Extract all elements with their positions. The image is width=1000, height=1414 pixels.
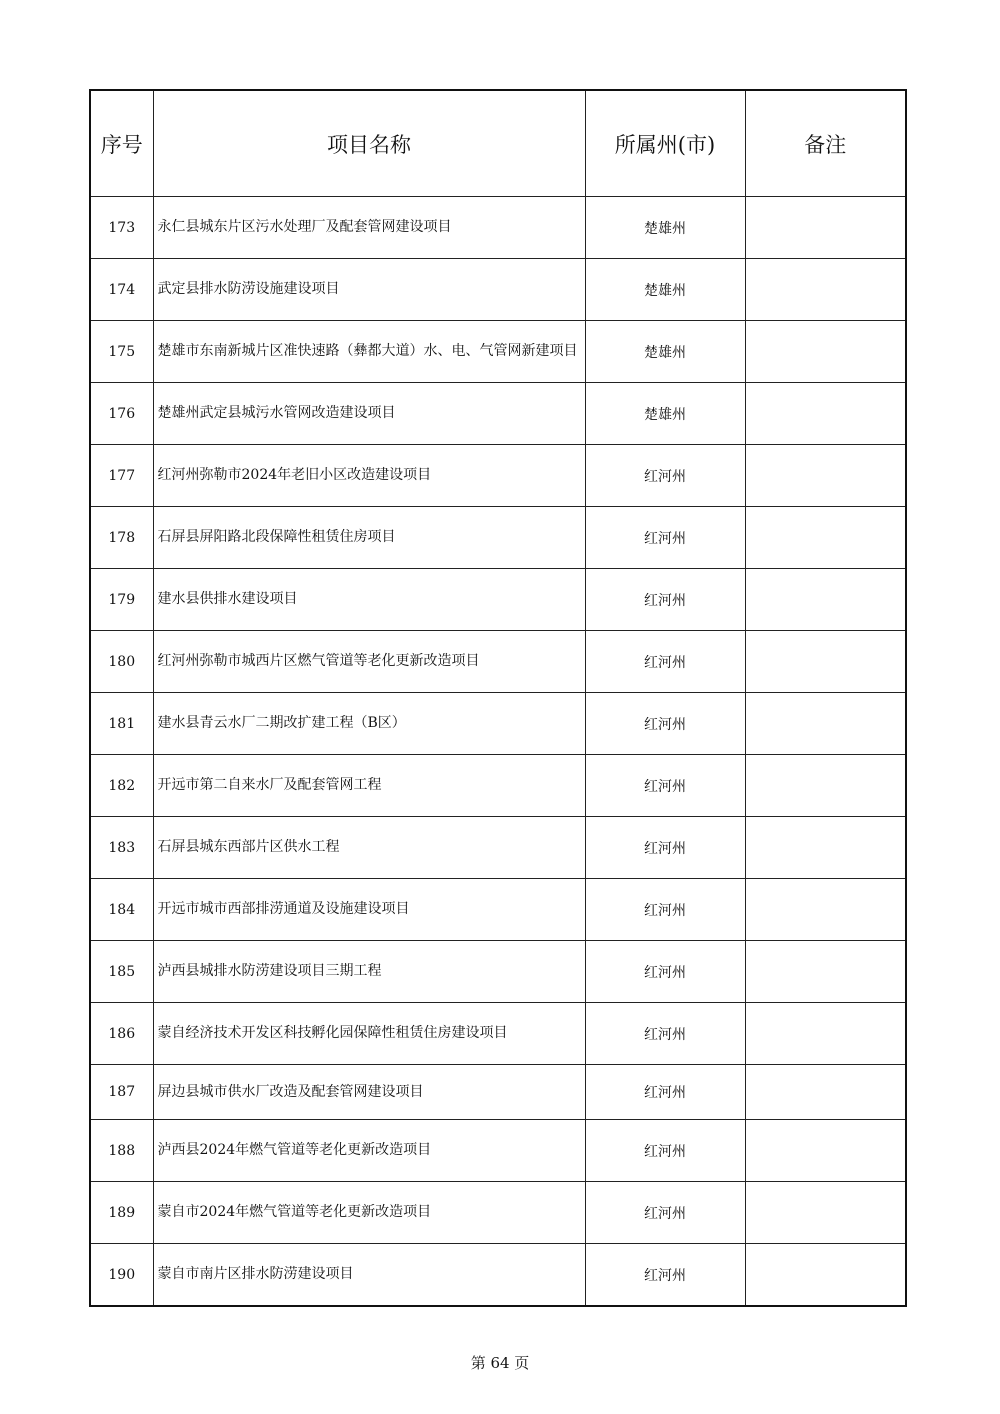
project-name: 蒙自市2024年燃气管道等老化更新改造项目 [153, 1182, 585, 1244]
project-name: 蒙自市南片区排水防涝建设项目 [153, 1244, 585, 1307]
row-number: 189 [90, 1182, 153, 1244]
table-row [90, 1065, 906, 1120]
row-number: 188 [90, 1120, 153, 1182]
region-name: 楚雄州 [585, 321, 745, 383]
table-row [90, 817, 906, 879]
note-cell [745, 321, 906, 383]
table-row [90, 1120, 906, 1182]
region-name: 红河州 [585, 693, 745, 755]
table-row [90, 1003, 906, 1065]
region-name: 楚雄州 [585, 383, 745, 445]
region-name: 楚雄州 [585, 259, 745, 321]
note-cell [745, 755, 906, 817]
header-name: 项目名称 [153, 90, 585, 197]
note-cell [745, 817, 906, 879]
row-number: 174 [90, 259, 153, 321]
project-name: 永仁县城东片区污水处理厂及配套管网建设项目 [153, 197, 585, 259]
table-row [90, 569, 906, 631]
table-row [90, 631, 906, 693]
region-name: 红河州 [585, 1244, 745, 1307]
row-number: 185 [90, 941, 153, 1003]
project-name: 开远市第二自来水厂及配套管网工程 [153, 755, 585, 817]
region-name: 红河州 [585, 755, 745, 817]
table-row [90, 1244, 906, 1307]
table-row [90, 1182, 906, 1244]
note-cell [745, 693, 906, 755]
row-number: 187 [90, 1065, 153, 1120]
row-number: 182 [90, 755, 153, 817]
table-row [90, 197, 906, 259]
project-name: 建水县供排水建设项目 [153, 569, 585, 631]
table-row [90, 941, 906, 1003]
project-name: 楚雄州武定县城污水管网改造建设项目 [153, 383, 585, 445]
page-number: 第 64 页 [470, 1354, 530, 1372]
region-name: 红河州 [585, 879, 745, 941]
row-number: 175 [90, 321, 153, 383]
table-row [90, 445, 906, 507]
table-row [90, 693, 906, 755]
row-number: 178 [90, 507, 153, 569]
project-name: 石屏县屏阳路北段保障性租赁住房项目 [153, 507, 585, 569]
row-number: 177 [90, 445, 153, 507]
region-name: 红河州 [585, 569, 745, 631]
project-name: 泸西县城排水防涝建设项目三期工程 [153, 941, 585, 1003]
row-number: 190 [90, 1244, 153, 1307]
row-number: 173 [90, 197, 153, 259]
project-name: 石屏县城东西部片区供水工程 [153, 817, 585, 879]
project-name: 红河州弥勒市2024年老旧小区改造建设项目 [153, 445, 585, 507]
project-name: 红河州弥勒市城西片区燃气管道等老化更新改造项目 [153, 631, 585, 693]
note-cell [745, 507, 906, 569]
region-name: 红河州 [585, 1120, 745, 1182]
region-name: 红河州 [585, 1065, 745, 1120]
note-cell [745, 1003, 906, 1065]
region-name: 红河州 [585, 507, 745, 569]
row-number: 183 [90, 817, 153, 879]
project-name: 蒙自经济技术开发区科技孵化园保障性租赁住房建设项目 [153, 1003, 585, 1065]
project-table [89, 89, 907, 1307]
project-name: 楚雄市东南新城片区准快速路（彝都大道）水、电、气管网新建项目 [153, 321, 585, 383]
table-row [90, 259, 906, 321]
note-cell [745, 445, 906, 507]
header-note: 备注 [745, 90, 906, 197]
row-number: 176 [90, 383, 153, 445]
region-name: 红河州 [585, 631, 745, 693]
row-number: 180 [90, 631, 153, 693]
region-name: 红河州 [585, 445, 745, 507]
note-cell [745, 383, 906, 445]
note-cell [745, 197, 906, 259]
row-number: 186 [90, 1003, 153, 1065]
table-header-row [90, 90, 906, 197]
note-cell [745, 1065, 906, 1120]
row-number: 179 [90, 569, 153, 631]
note-cell [745, 879, 906, 941]
table-row [90, 507, 906, 569]
row-number: 184 [90, 879, 153, 941]
note-cell [745, 1120, 906, 1182]
table-row [90, 383, 906, 445]
table-row [90, 321, 906, 383]
region-name: 楚雄州 [585, 197, 745, 259]
region-name: 红河州 [585, 817, 745, 879]
header-region: 所属州(市) [585, 90, 745, 197]
note-cell [745, 1182, 906, 1244]
row-number: 181 [90, 693, 153, 755]
note-cell [745, 569, 906, 631]
header-num: 序号 [90, 90, 153, 197]
region-name: 红河州 [585, 1182, 745, 1244]
region-name: 红河州 [585, 941, 745, 1003]
note-cell [745, 1244, 906, 1307]
project-name: 建水县青云水厂二期改扩建工程（B区） [153, 693, 585, 755]
note-cell [745, 631, 906, 693]
table-row [90, 879, 906, 941]
note-cell [745, 259, 906, 321]
table-row [90, 755, 906, 817]
project-name: 泸西县2024年燃气管道等老化更新改造项目 [153, 1120, 585, 1182]
project-name: 屏边县城市供水厂改造及配套管网建设项目 [153, 1065, 585, 1120]
region-name: 红河州 [585, 1003, 745, 1065]
project-name: 开远市城市西部排涝通道及设施建设项目 [153, 879, 585, 941]
note-cell [745, 941, 906, 1003]
project-name: 武定县排水防涝设施建设项目 [153, 259, 585, 321]
